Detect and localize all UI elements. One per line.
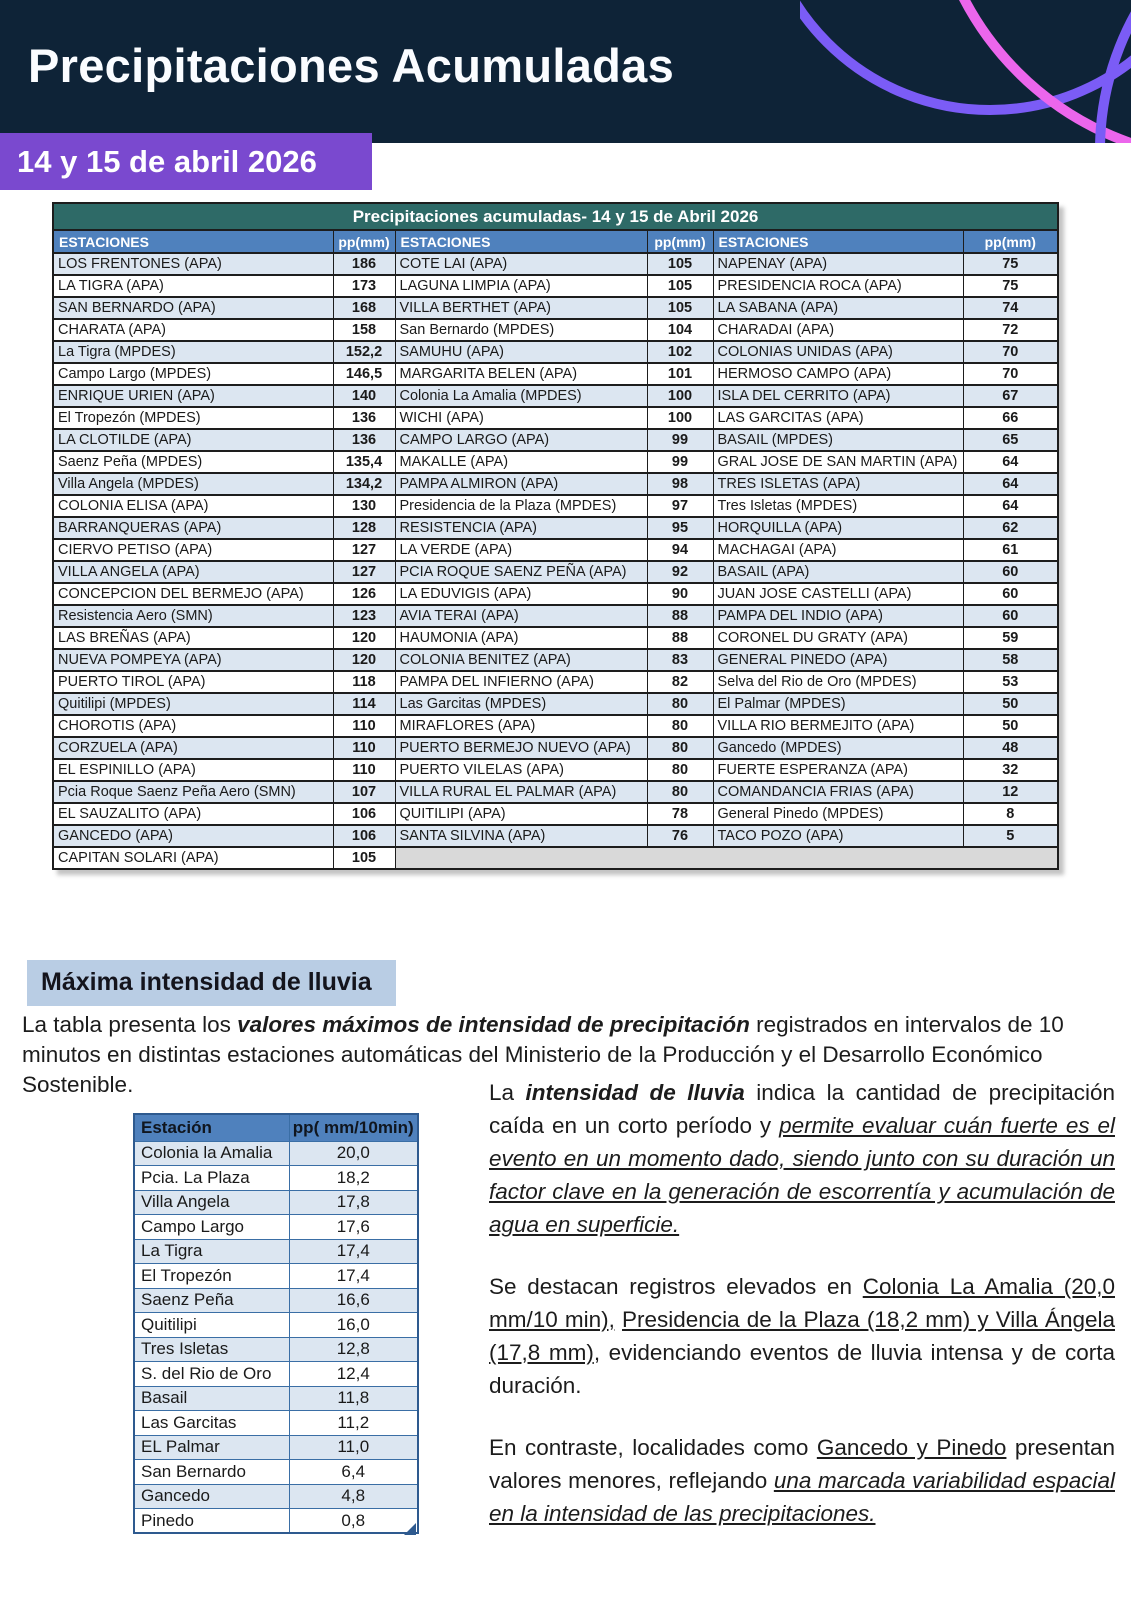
station-cell: SAMUHU (APA) xyxy=(395,341,647,363)
text-segment: La tabla presenta los xyxy=(22,1012,238,1037)
value-cell: 105 xyxy=(333,847,395,869)
value-cell: 107 xyxy=(333,781,395,803)
value-cell: 58 xyxy=(963,649,1058,671)
value-cell: 146,5 xyxy=(333,363,395,385)
precipitation-table xyxy=(52,202,1059,870)
value-cell: 123 xyxy=(333,605,395,627)
value-cell: 80 xyxy=(647,715,713,737)
station-cell: CHARATA (APA) xyxy=(53,319,333,341)
station-cell: LA EDUVIGIS (APA) xyxy=(395,583,647,605)
station-cell: COTE LAI (APA) xyxy=(395,253,647,275)
text-segment: una marcada variabilidad espacial en la intensidad de las precipitaciones. xyxy=(489,1468,1115,1526)
intensity-row xyxy=(134,1362,418,1387)
intensity-col-header-estacion: Estación xyxy=(134,1114,289,1141)
table-row xyxy=(53,473,1058,495)
value-cell: 11,0 xyxy=(289,1435,418,1460)
table-row xyxy=(53,627,1058,649)
table-row xyxy=(53,847,1058,869)
analysis-text xyxy=(489,1076,1115,1559)
value-cell: 62 xyxy=(963,517,1058,539)
station-cell: AVIA TERAI (APA) xyxy=(395,605,647,627)
intensity-row xyxy=(134,1166,418,1191)
intensity-row xyxy=(134,1411,418,1436)
intensity-row xyxy=(134,1460,418,1485)
station-cell: Presidencia de la Plaza (MPDES) xyxy=(395,495,647,517)
station-cell: Campo Largo (MPDES) xyxy=(53,363,333,385)
station-cell: San Bernardo xyxy=(134,1460,289,1485)
station-cell: LAGUNA LIMPIA (APA) xyxy=(395,275,647,297)
value-cell: 105 xyxy=(647,253,713,275)
station-cell: El Tropezón xyxy=(134,1264,289,1289)
station-cell: BARRANQUERAS (APA) xyxy=(53,517,333,539)
text-segment: Colonia La Amalia (20,0 mm/10 min), xyxy=(489,1274,1115,1332)
value-cell: 60 xyxy=(963,605,1058,627)
table-row xyxy=(53,407,1058,429)
intensity-row xyxy=(134,1239,418,1264)
text-segment: valores máximos de intensidad de precipitación xyxy=(237,1012,750,1037)
col-header-estaciones: ESTACIONES xyxy=(713,230,963,253)
value-cell: 80 xyxy=(647,759,713,781)
station-cell: LOS FRENTONES (APA) xyxy=(53,253,333,275)
text-segment: Presidencia de la Plaza (18,2 mm) y Villa Ángela (17,8 mm) xyxy=(489,1307,1115,1365)
intensity-row xyxy=(134,1484,418,1509)
intensity-row xyxy=(134,1288,418,1313)
station-cell: SAN BERNARDO (APA) xyxy=(53,297,333,319)
value-cell: 95 xyxy=(647,517,713,539)
value-cell: 66 xyxy=(963,407,1058,429)
station-cell: CORZUELA (APA) xyxy=(53,737,333,759)
station-cell: Las Garcitas (MPDES) xyxy=(395,693,647,715)
station-cell: COLONIAS UNIDAS (APA) xyxy=(713,341,963,363)
value-cell: 82 xyxy=(647,671,713,693)
value-cell: 88 xyxy=(647,627,713,649)
intensity-row xyxy=(134,1337,418,1362)
table-row xyxy=(53,539,1058,561)
col-header-estaciones: ESTACIONES xyxy=(395,230,647,253)
station-cell: COMANDANCIA FRIAS (APA) xyxy=(713,781,963,803)
value-cell: 8 xyxy=(963,803,1058,825)
value-cell: 16,6 xyxy=(289,1288,418,1313)
intensity-row xyxy=(134,1386,418,1411)
value-cell: 5 xyxy=(963,825,1058,847)
value-cell: 17,6 xyxy=(289,1215,418,1240)
station-cell: NAPENAY (APA) xyxy=(713,253,963,275)
station-cell: TACO POZO (APA) xyxy=(713,825,963,847)
paragraph-high-records xyxy=(489,1270,1115,1402)
value-cell: 90 xyxy=(647,583,713,605)
value-cell: 99 xyxy=(647,451,713,473)
page-title: Precipitaciones Acumuladas xyxy=(28,39,675,92)
station-cell: WICHI (APA) xyxy=(395,407,647,429)
value-cell: 4,8 xyxy=(289,1484,418,1509)
station-cell: PAMPA DEL INDIO (APA) xyxy=(713,605,963,627)
station-cell: La Tigra (MPDES) xyxy=(53,341,333,363)
value-cell: 120 xyxy=(333,649,395,671)
value-cell: 70 xyxy=(963,363,1058,385)
text-segment: permite evaluar cuán fuerte es el evento en un momento dado, siendo junto con su duración un factor clave en la generación de escorrentía y acumulación de agua en superficie. xyxy=(489,1113,1115,1237)
station-cell: PUERTO TIROL (APA) xyxy=(53,671,333,693)
station-cell: CHOROTIS (APA) xyxy=(53,715,333,737)
value-cell: 17,8 xyxy=(289,1190,418,1215)
table-row xyxy=(53,803,1058,825)
value-cell: 65 xyxy=(963,429,1058,451)
section-heading: Máxima intensidad de lluvia xyxy=(27,960,396,1006)
text-segment: presentan valores menores, reflejando xyxy=(489,1435,1115,1493)
station-cell: COLONIA ELISA (APA) xyxy=(53,495,333,517)
value-cell: 18,2 xyxy=(289,1166,418,1191)
value-cell: 64 xyxy=(963,495,1058,517)
station-cell: LA TIGRA (APA) xyxy=(53,275,333,297)
station-cell: FUERTE ESPERANZA (APA) xyxy=(713,759,963,781)
value-cell: 100 xyxy=(647,407,713,429)
intensity-row xyxy=(134,1435,418,1460)
station-cell: COLONIA BENITEZ (APA) xyxy=(395,649,647,671)
intensity-table xyxy=(133,1113,419,1534)
station-cell: ENRIQUE URIEN (APA) xyxy=(53,385,333,407)
table-row xyxy=(53,429,1058,451)
value-cell: 110 xyxy=(333,737,395,759)
value-cell: 94 xyxy=(647,539,713,561)
value-cell: 64 xyxy=(963,451,1058,473)
table-row xyxy=(53,275,1058,297)
text-segment: La xyxy=(489,1080,526,1105)
table-row xyxy=(53,715,1058,737)
table-row xyxy=(53,341,1058,363)
table-row xyxy=(53,319,1058,341)
intensity-header-row xyxy=(134,1114,418,1141)
station-cell: Pcia. La Plaza xyxy=(134,1166,289,1191)
value-cell: 127 xyxy=(333,539,395,561)
station-cell: El Tropezón (MPDES) xyxy=(53,407,333,429)
value-cell: 76 xyxy=(647,825,713,847)
station-cell: CIERVO PETISO (APA) xyxy=(53,539,333,561)
value-cell: 127 xyxy=(333,561,395,583)
value-cell: 102 xyxy=(647,341,713,363)
table-row xyxy=(53,451,1058,473)
text-segment: registrados en intervalos de 10 minutos en distintas estaciones automáticas del Ministerio de la Producción y el Desarrollo Económico Sostenible. xyxy=(22,1012,1064,1097)
station-cell: Las Garcitas xyxy=(134,1411,289,1436)
value-cell: 78 xyxy=(647,803,713,825)
station-cell: PUERTO VILELAS (APA) xyxy=(395,759,647,781)
station-cell: General Pinedo (MPDES) xyxy=(713,803,963,825)
station-cell: VILLA BERTHET (APA) xyxy=(395,297,647,319)
table-row xyxy=(53,495,1058,517)
station-cell: EL ESPINILLO (APA) xyxy=(53,759,333,781)
station-cell: BASAIL (MPDES) xyxy=(713,429,963,451)
value-cell: 88 xyxy=(647,605,713,627)
station-cell: Pinedo xyxy=(134,1509,289,1534)
table-header-row xyxy=(53,230,1058,253)
station-cell: HAUMONIA (APA) xyxy=(395,627,647,649)
text-segment xyxy=(615,1307,622,1332)
value-cell: 80 xyxy=(647,781,713,803)
corner-triangle-icon xyxy=(404,1523,416,1535)
value-cell: 106 xyxy=(333,803,395,825)
empty-cell xyxy=(395,847,1058,869)
value-cell: 12 xyxy=(963,781,1058,803)
value-cell: 59 xyxy=(963,627,1058,649)
station-cell: VILLA RIO BERMEJITO (APA) xyxy=(713,715,963,737)
station-cell: EL Palmar xyxy=(134,1435,289,1460)
station-cell: HORQUILLA (APA) xyxy=(713,517,963,539)
station-cell: PRESIDENCIA ROCA (APA) xyxy=(713,275,963,297)
station-cell: GENERAL PINEDO (APA) xyxy=(713,649,963,671)
station-cell: QUITILIPI (APA) xyxy=(395,803,647,825)
station-cell: Saenz Peña (MPDES) xyxy=(53,451,333,473)
station-cell: PCIA ROQUE SAENZ PEÑA (APA) xyxy=(395,561,647,583)
table-row xyxy=(53,671,1058,693)
text-segment: indica la cantidad de precipitación caída en un corto período y xyxy=(489,1080,1115,1138)
table-row xyxy=(53,253,1058,275)
table-row xyxy=(53,693,1058,715)
station-cell: CORONEL DU GRATY (APA) xyxy=(713,627,963,649)
value-cell: 50 xyxy=(963,693,1058,715)
value-cell: 99 xyxy=(647,429,713,451)
value-cell: 120 xyxy=(333,627,395,649)
value-cell: 50 xyxy=(963,715,1058,737)
value-cell: 126 xyxy=(333,583,395,605)
value-cell: 16,0 xyxy=(289,1313,418,1338)
value-cell: 12,4 xyxy=(289,1362,418,1387)
table-row xyxy=(53,385,1058,407)
station-cell: LAS BREÑAS (APA) xyxy=(53,627,333,649)
text-segment: , evidenciando eventos de lluvia intensa y de corta duración. xyxy=(489,1340,1115,1398)
value-cell: 6,4 xyxy=(289,1460,418,1485)
intensity-row xyxy=(134,1313,418,1338)
station-cell: La Tigra xyxy=(134,1239,289,1264)
value-cell: 101 xyxy=(647,363,713,385)
table-row xyxy=(53,363,1058,385)
value-cell: 106 xyxy=(333,825,395,847)
value-cell: 118 xyxy=(333,671,395,693)
station-cell: LAS GARCITAS (APA) xyxy=(713,407,963,429)
table-title: Precipitaciones acumuladas- 14 y 15 de Abril 2026 xyxy=(53,203,1058,230)
station-cell: EL SAUZALITO (APA) xyxy=(53,803,333,825)
value-cell: 97 xyxy=(647,495,713,517)
text-segment: intensidad de lluvia xyxy=(525,1080,745,1105)
value-cell: 64 xyxy=(963,473,1058,495)
station-cell: Campo Largo xyxy=(134,1215,289,1240)
value-cell: 60 xyxy=(963,561,1058,583)
station-cell: CAPITAN SOLARI (APA) xyxy=(53,847,333,869)
value-cell: 158 xyxy=(333,319,395,341)
station-cell: Gancedo xyxy=(134,1484,289,1509)
station-cell: GRAL JOSE DE SAN MARTIN (APA) xyxy=(713,451,963,473)
table-row xyxy=(53,517,1058,539)
value-cell: 134,2 xyxy=(333,473,395,495)
col-header-pp: pp(mm) xyxy=(333,230,395,253)
value-cell: 11,2 xyxy=(289,1411,418,1436)
table-row xyxy=(53,825,1058,847)
station-cell: VILLA RURAL EL PALMAR (APA) xyxy=(395,781,647,803)
col-header-estaciones: ESTACIONES xyxy=(53,230,333,253)
value-cell: 67 xyxy=(963,385,1058,407)
station-cell: Quitilipi (MPDES) xyxy=(53,693,333,715)
table-title-row xyxy=(53,203,1058,230)
col-header-pp: pp(mm) xyxy=(963,230,1058,253)
text-segment: En contraste, localidades como xyxy=(489,1435,817,1460)
text-segment: Gancedo y Pinedo xyxy=(816,1435,1007,1460)
station-cell: CAMPO LARGO (APA) xyxy=(395,429,647,451)
station-cell: Selva del Rio de Oro (MPDES) xyxy=(713,671,963,693)
station-cell: Gancedo (MPDES) xyxy=(713,737,963,759)
station-cell: BASAIL (APA) xyxy=(713,561,963,583)
station-cell: LA CLOTILDE (APA) xyxy=(53,429,333,451)
value-cell: 60 xyxy=(963,583,1058,605)
intensity-col-header-pp: pp( mm/10min) xyxy=(289,1114,418,1141)
value-cell: 105 xyxy=(647,297,713,319)
station-cell: Villa Angela xyxy=(134,1190,289,1215)
value-cell: 130 xyxy=(333,495,395,517)
col-header-pp: pp(mm) xyxy=(647,230,713,253)
text-segment: Se destacan registros elevados en xyxy=(489,1274,863,1299)
station-cell: MARGARITA BELEN (APA) xyxy=(395,363,647,385)
value-cell: 72 xyxy=(963,319,1058,341)
station-cell: Tres Isletas xyxy=(134,1337,289,1362)
table-row xyxy=(53,759,1058,781)
value-cell: 0,8 xyxy=(289,1509,418,1534)
table-row xyxy=(53,561,1058,583)
value-cell: 92 xyxy=(647,561,713,583)
date-badge: 14 y 15 de abril 2026 xyxy=(0,133,372,190)
value-cell: 83 xyxy=(647,649,713,671)
value-cell: 17,4 xyxy=(289,1264,418,1289)
value-cell: 104 xyxy=(647,319,713,341)
station-cell: MAKALLE (APA) xyxy=(395,451,647,473)
station-cell: GANCEDO (APA) xyxy=(53,825,333,847)
station-cell: CHARADAI (APA) xyxy=(713,319,963,341)
value-cell: 110 xyxy=(333,715,395,737)
value-cell: 74 xyxy=(963,297,1058,319)
paragraph-intensity-definition xyxy=(489,1076,1115,1241)
value-cell: 135,4 xyxy=(333,451,395,473)
intensity-row xyxy=(134,1190,418,1215)
table-row xyxy=(53,297,1058,319)
station-cell: PAMPA DEL INFIERNO (APA) xyxy=(395,671,647,693)
station-cell: HERMOSO CAMPO (APA) xyxy=(713,363,963,385)
station-cell: LA SABANA (APA) xyxy=(713,297,963,319)
station-cell: VILLA ANGELA (APA) xyxy=(53,561,333,583)
intensity-row xyxy=(134,1509,418,1534)
paragraph-contrast xyxy=(489,1431,1115,1530)
value-cell: 11,8 xyxy=(289,1386,418,1411)
table-row xyxy=(53,583,1058,605)
station-cell: Quitilipi xyxy=(134,1313,289,1338)
station-cell: Pcia Roque Saenz Peña Aero (SMN) xyxy=(53,781,333,803)
value-cell: 100 xyxy=(647,385,713,407)
intensity-table-body xyxy=(134,1141,418,1533)
station-cell: Colonia la Amalia xyxy=(134,1141,289,1166)
value-cell: 140 xyxy=(333,385,395,407)
value-cell: 136 xyxy=(333,429,395,451)
intensity-row xyxy=(134,1141,418,1166)
station-cell: LA VERDE (APA) xyxy=(395,539,647,561)
intensity-row xyxy=(134,1215,418,1240)
station-cell: Tres Isletas (MPDES) xyxy=(713,495,963,517)
intensity-row xyxy=(134,1264,418,1289)
value-cell: 136 xyxy=(333,407,395,429)
station-cell: RESISTENCIA (APA) xyxy=(395,517,647,539)
value-cell: 80 xyxy=(647,737,713,759)
station-cell: NUEVA POMPEYA (APA) xyxy=(53,649,333,671)
decorative-curves-icon xyxy=(800,0,1131,143)
station-cell: Resistencia Aero (SMN) xyxy=(53,605,333,627)
value-cell: 128 xyxy=(333,517,395,539)
value-cell: 20,0 xyxy=(289,1141,418,1166)
value-cell: 61 xyxy=(963,539,1058,561)
value-cell: 32 xyxy=(963,759,1058,781)
table-row xyxy=(53,737,1058,759)
value-cell: 70 xyxy=(963,341,1058,363)
value-cell: 48 xyxy=(963,737,1058,759)
station-cell: JUAN JOSE CASTELLI (APA) xyxy=(713,583,963,605)
value-cell: 12,8 xyxy=(289,1337,418,1362)
table-row xyxy=(53,781,1058,803)
value-cell: 173 xyxy=(333,275,395,297)
main-table-body xyxy=(53,253,1058,869)
station-cell: San Bernardo (MPDES) xyxy=(395,319,647,341)
value-cell: 75 xyxy=(963,275,1058,297)
station-cell: TRES ISLETAS (APA) xyxy=(713,473,963,495)
value-cell: 17,4 xyxy=(289,1239,418,1264)
station-cell: Colonia La Amalia (MPDES) xyxy=(395,385,647,407)
station-cell: PUERTO BERMEJO NUEVO (APA) xyxy=(395,737,647,759)
value-cell: 80 xyxy=(647,693,713,715)
station-cell: Villa Angela (MPDES) xyxy=(53,473,333,495)
station-cell: MACHAGAI (APA) xyxy=(713,539,963,561)
page-header xyxy=(0,0,1131,143)
table-row xyxy=(53,605,1058,627)
station-cell: Saenz Peña xyxy=(134,1288,289,1313)
station-cell: Basail xyxy=(134,1386,289,1411)
value-cell: 186 xyxy=(333,253,395,275)
station-cell: PAMPA ALMIRON (APA) xyxy=(395,473,647,495)
value-cell: 53 xyxy=(963,671,1058,693)
value-cell: 168 xyxy=(333,297,395,319)
value-cell: 152,2 xyxy=(333,341,395,363)
value-cell: 110 xyxy=(333,759,395,781)
station-cell: SANTA SILVINA (APA) xyxy=(395,825,647,847)
station-cell: ISLA DEL CERRITO (APA) xyxy=(713,385,963,407)
station-cell: S. del Rio de Oro xyxy=(134,1362,289,1387)
station-cell: CONCEPCION DEL BERMEJO (APA) xyxy=(53,583,333,605)
value-cell: 105 xyxy=(647,275,713,297)
table-row xyxy=(53,649,1058,671)
station-cell: MIRAFLORES (APA) xyxy=(395,715,647,737)
value-cell: 114 xyxy=(333,693,395,715)
value-cell: 98 xyxy=(647,473,713,495)
value-cell: 75 xyxy=(963,253,1058,275)
station-cell: El Palmar (MPDES) xyxy=(713,693,963,715)
